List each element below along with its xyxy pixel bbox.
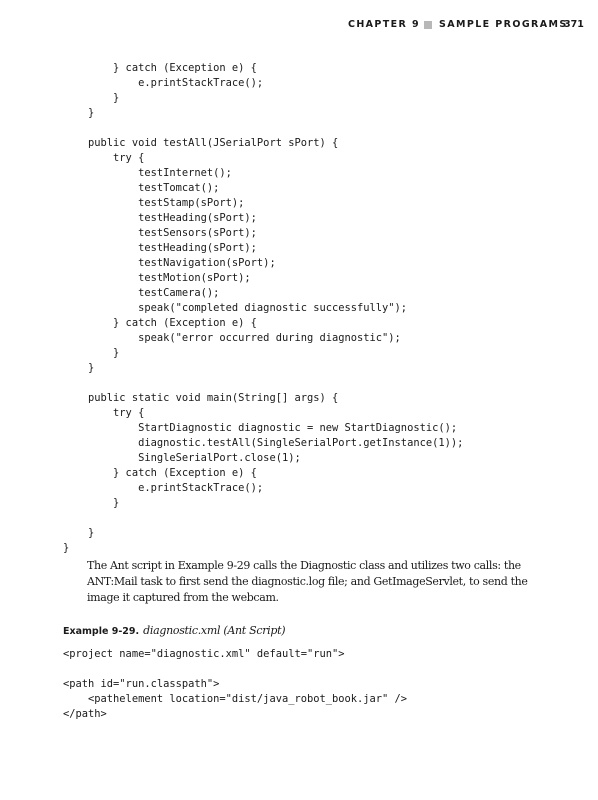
code-line: } catch (Exception e) { — [63, 62, 257, 74]
code-line: testMotion(sPort); — [63, 272, 251, 284]
code-line: } — [63, 107, 95, 119]
code-line: e.printStackTrace(); — [63, 482, 264, 494]
example-title: diagnostic.xml (Ant Script) — [143, 624, 286, 637]
chapter-label: CHAPTER 9 — [347, 19, 420, 30]
code-line: speak("error occurred during diagnostic"); — [63, 332, 401, 344]
separator-square-icon — [424, 21, 432, 29]
code-line: SingleSerialPort.close(1); — [63, 452, 301, 464]
code-line: testHeading(sPort); — [63, 242, 257, 254]
code-line: } — [63, 92, 120, 104]
code-block-java — [63, 61, 463, 556]
code-line: } — [63, 347, 120, 359]
code-line — [63, 376, 463, 391]
code-line: try { — [63, 407, 145, 419]
running-head — [0, 17, 598, 37]
code-line: } — [63, 542, 70, 554]
code-line: testHeading(sPort); — [63, 212, 257, 224]
page-number: 371 — [564, 19, 584, 30]
code-line: <path id="run.classpath"> — [63, 678, 220, 690]
code-line: e.printStackTrace(); — [63, 77, 264, 89]
code-line: </path> — [63, 708, 107, 720]
code-line — [63, 511, 463, 526]
code-line: try { — [63, 152, 145, 164]
example-label: Example 9-29. — [63, 626, 140, 637]
code-line — [63, 121, 463, 136]
code-block-ant — [63, 647, 407, 722]
code-line: public void testAll(JSerialPort sPort) { — [63, 137, 339, 149]
code-line: <project name="diagnostic.xml" default="run"> — [63, 648, 345, 660]
code-line: public static void main(String[] args) { — [63, 392, 339, 404]
code-line: } — [63, 527, 95, 539]
code-line: testSensors(sPort); — [63, 227, 257, 239]
code-line: testStamp(sPort); — [63, 197, 245, 209]
code-line: diagnostic.testAll(SingleSerialPort.getInstance(1)); — [63, 437, 464, 449]
code-line: testNavigation(sPort); — [63, 257, 276, 269]
code-line: <pathelement location="dist/java_robot_book.jar" /> — [63, 693, 408, 705]
example-caption — [63, 621, 285, 639]
code-line: } — [63, 497, 120, 509]
code-line: StartDiagnostic diagnostic = new StartDiagnostic(); — [63, 422, 458, 434]
code-line: } catch (Exception e) { — [63, 467, 257, 479]
code-line: } catch (Exception e) { — [63, 317, 257, 329]
chapter-title: SAMPLE PROGRAMS — [439, 19, 568, 30]
body-paragraph: The Ant script in Example 9-29 calls the Diagnostic class and utilizes two calls: the ANT:Mail task to first send the diagnostic.log file; and GetImageServlet, to send the image it captured from the webcam. — [87, 559, 528, 604]
code-line: testInternet(); — [63, 167, 232, 179]
code-line: testTomcat(); — [63, 182, 220, 194]
code-line — [63, 662, 407, 677]
code-line: speak("completed diagnostic successfully"); — [63, 302, 408, 314]
code-line: } — [63, 362, 95, 374]
code-line: testCamera(); — [63, 287, 220, 299]
